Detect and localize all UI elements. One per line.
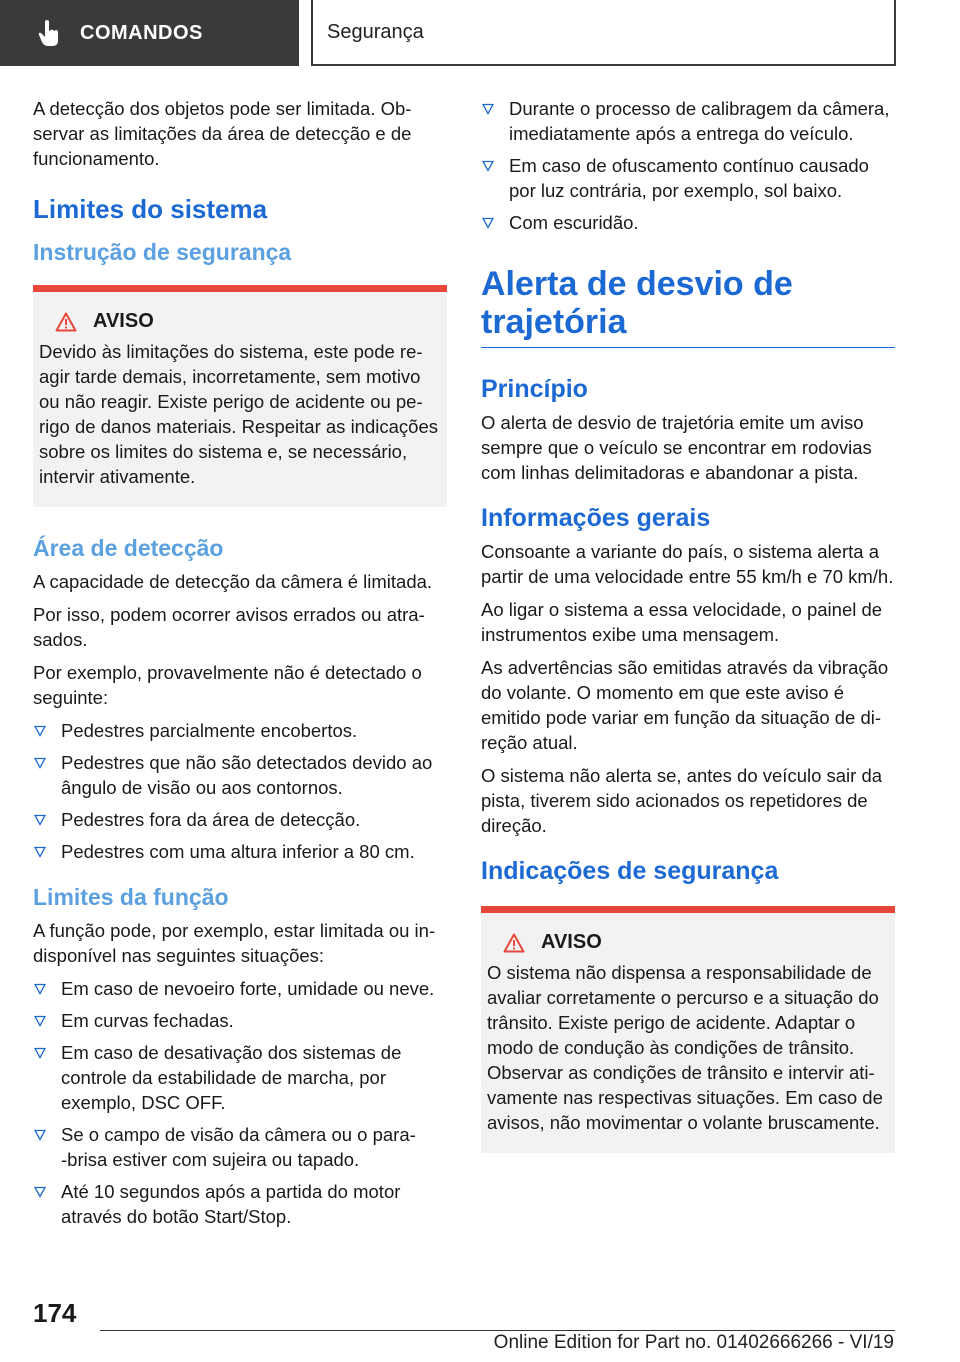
list-item [481, 210, 895, 235]
heading-limites-funcao: Limites da função [33, 884, 229, 910]
edition-text: Online Edition for Part no. 01402666266 - VI/19 [493, 1332, 894, 1353]
list-item [33, 1008, 447, 1033]
footer-divider [100, 1330, 895, 1331]
heading-indicacoes-seguranca: Indicações de segurança [481, 857, 779, 885]
triangle-bullet-icon [482, 160, 494, 172]
list-item-text: Em caso de desativação dos sistemas de controle da estabilidade de marcha, por exemplo, DSC OFF. [61, 1042, 402, 1113]
triangle-bullet-icon [34, 1186, 46, 1198]
triangle-bullet-icon [34, 1015, 46, 1027]
list-item [481, 153, 895, 203]
list-item-text: Pedestres parcialmente encobertos. [61, 720, 358, 741]
chapter-tab [311, 0, 896, 66]
list-item [481, 96, 895, 146]
warning-triangle-icon [55, 312, 77, 332]
triangle-bullet-icon [34, 725, 46, 737]
list-item [33, 1040, 447, 1115]
right-column [481, 96, 895, 1179]
list-item [33, 839, 447, 864]
intro-paragraph: A detecção dos objetos pode ser limitada. Observar as limitações da área de detecção e de funcionamento. [33, 98, 412, 169]
list-item-text: Com escuridão. [509, 212, 639, 233]
area-paragraph-1: A capacidade de detecção da câmera é limitada. [33, 571, 433, 592]
info-paragraph-4: O sistema não alerta se, antes do veículo sair da pista, tiverem sido acionados os repetidores de direção. [481, 765, 883, 836]
list-item [33, 807, 447, 832]
funcao-list [33, 976, 447, 1229]
list-item [33, 976, 447, 1001]
funcao-paragraph: A função pode, por exemplo, estar limitada ou indisponível nas seguintes situações: [33, 920, 436, 966]
list-item-text: Em caso de ofuscamento contínuo causado por luz contrária, por exemplo, sol baixo. [509, 155, 869, 201]
warning-box [481, 906, 895, 1153]
area-list [33, 718, 447, 864]
page-number: 174 [33, 1298, 77, 1328]
triangle-bullet-icon [34, 814, 46, 826]
pointing-hand-icon [38, 19, 60, 47]
area-paragraph-2: Por isso, podem ocorrer avisos errados ou atrasados. [33, 604, 425, 650]
list-item [33, 718, 447, 743]
list-item [33, 1179, 447, 1229]
list-item-text: Pedestres que não são detectados devido ao ângulo de visão ou aos contornos. [61, 752, 433, 798]
page-footer [0, 1290, 960, 1362]
warning-title: AVISO [93, 310, 154, 332]
triangle-bullet-icon [482, 217, 494, 229]
warning-box [33, 285, 447, 507]
list-item [33, 750, 447, 800]
list-item-text: Em caso de nevoeiro forte, umidade ou neve. [61, 978, 435, 999]
area-paragraph-3: Por exemplo, provavelmente não é detectado o seguinte: [33, 662, 422, 708]
warning-text: O sistema não dispensa a responsabilidade de avaliar corretamente o percurso e a situação do trânsito. Existe perigo de acidente. Adaptar o modo de condução às condições de trânsito. Observar as condições de trânsito e intervir ativamente nas respectivas situações. Em caso de avisos, não movimentar o volante bruscamente. [487, 962, 883, 1133]
continued-list [481, 96, 895, 235]
warning-header [487, 931, 889, 954]
page-header [0, 0, 960, 66]
warning-text: Devido às limitações do sistema, este pode reagir tarde demais, incorretamente, sem motivo ou não reagir. Existe perigo de acidente ou perigo de danos materiais. Respeitar as indicações sobre os limites do sistema e, se necessário, intervir ativamente. [39, 341, 438, 487]
triangle-bullet-icon [34, 757, 46, 769]
heading-informacoes-gerais: Informações gerais [481, 504, 711, 532]
triangle-bullet-icon [34, 1047, 46, 1059]
warning-triangle-icon [503, 933, 525, 953]
list-item-text: Pedestres fora da área de detecção. [61, 809, 361, 830]
info-paragraph-2: Ao ligar o sistema a essa velocidade, o painel de instrumentos exibe uma mensagem. [481, 599, 883, 645]
heading-instrucao-seguranca: Instrução de segurança [33, 239, 292, 265]
info-paragraph-3: As advertências são emitidas através da vibração do volante. O momento em que este aviso é emitido pode variar em função da situação de direção atual. [481, 657, 889, 753]
triangle-bullet-icon [34, 846, 46, 858]
heading-alerta-desvio: Alerta de desvio de trajetória [481, 265, 793, 341]
list-item-text: Se o campo de visão da câmera ou o para-‑brisa estiver com sujeira ou tapado. [61, 1124, 416, 1170]
list-item [33, 1122, 447, 1172]
section-tab [0, 0, 299, 66]
heading-limites-sistema: Limites do sistema [33, 194, 268, 224]
list-item-text: Durante o processo de calibragem da câmera, imediatamente após a entrega do veículo. [509, 98, 890, 144]
warning-title: AVISO [541, 931, 602, 953]
triangle-bullet-icon [34, 1129, 46, 1141]
chapter-label: Segurança [327, 20, 424, 43]
list-item-text: Pedestres com uma altura inferior a 80 cm. [61, 841, 415, 862]
section-label: COMANDOS [80, 21, 203, 44]
list-item-text: Até 10 segundos após a partida do motor através do botão Start/Stop. [61, 1181, 401, 1227]
principio-paragraph: O alerta de desvio de trajetória emite um aviso sempre que o veículo se encontrar em rodovias com linhas delimitadoras e abandonar a pista. [481, 412, 872, 483]
triangle-bullet-icon [482, 103, 494, 115]
heading-principio: Princípio [481, 375, 588, 403]
heading-area-deteccao: Área de detecção [33, 535, 224, 561]
list-item-text: Em curvas fechadas. [61, 1010, 234, 1031]
chapter-heading-block [481, 265, 895, 348]
warning-header [39, 310, 441, 333]
info-paragraph-1: Consoante a variante do país, o sistema alerta a partir de uma velocidade entre 55 km/h e 70 km/h. [481, 541, 894, 587]
triangle-bullet-icon [34, 983, 46, 995]
left-column [33, 96, 447, 1243]
